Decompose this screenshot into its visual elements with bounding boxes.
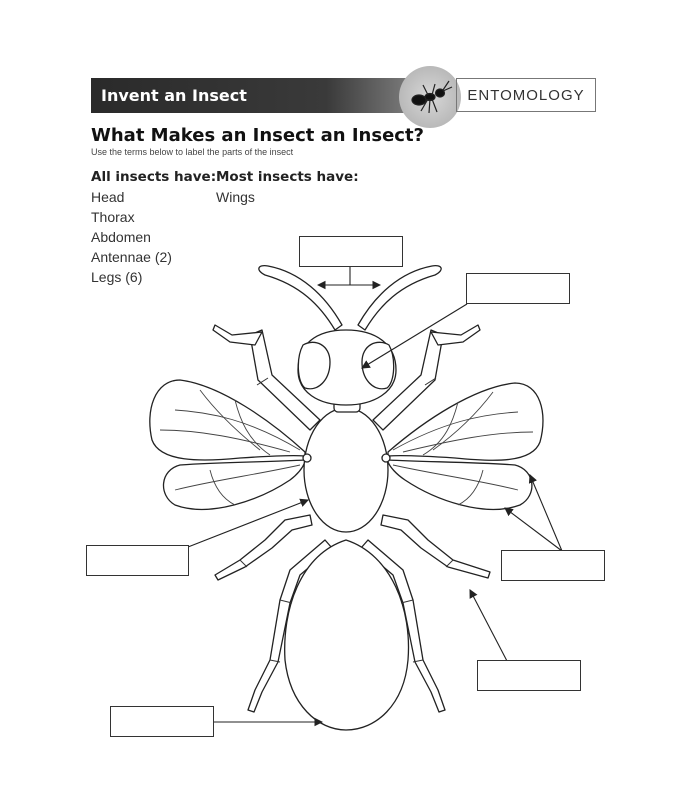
right-hindwing bbox=[388, 460, 532, 509]
page-title: What Makes an Insect an Insect? bbox=[91, 125, 424, 146]
topic-label: ENTOMOLOGY bbox=[467, 87, 585, 104]
instructions: Use the terms below to label the parts of the insect bbox=[91, 147, 294, 157]
right-antenna bbox=[358, 266, 441, 330]
legs-label-box[interactable] bbox=[477, 660, 581, 691]
left-antenna bbox=[259, 266, 342, 330]
wings-label-box[interactable] bbox=[501, 550, 605, 581]
all-insects-title: All insects have: bbox=[91, 169, 217, 185]
banner-title: Invent an Insect bbox=[101, 86, 247, 105]
list-item: Head bbox=[91, 189, 125, 205]
most-insects-title: Most insects have: bbox=[216, 169, 359, 185]
head-label-box[interactable] bbox=[466, 273, 570, 304]
abdomen-label-box[interactable] bbox=[110, 706, 214, 737]
list-item: Thorax bbox=[91, 209, 135, 225]
thorax-label-box[interactable] bbox=[86, 545, 189, 576]
list-item: Antennae (2) bbox=[91, 249, 172, 265]
left-hindwing bbox=[164, 460, 305, 509]
thorax bbox=[304, 408, 388, 532]
list-item: Wings bbox=[216, 189, 255, 205]
antennae-label-box[interactable] bbox=[299, 236, 403, 267]
list-item: Legs (6) bbox=[91, 269, 143, 285]
list-item: Abdomen bbox=[91, 229, 151, 245]
